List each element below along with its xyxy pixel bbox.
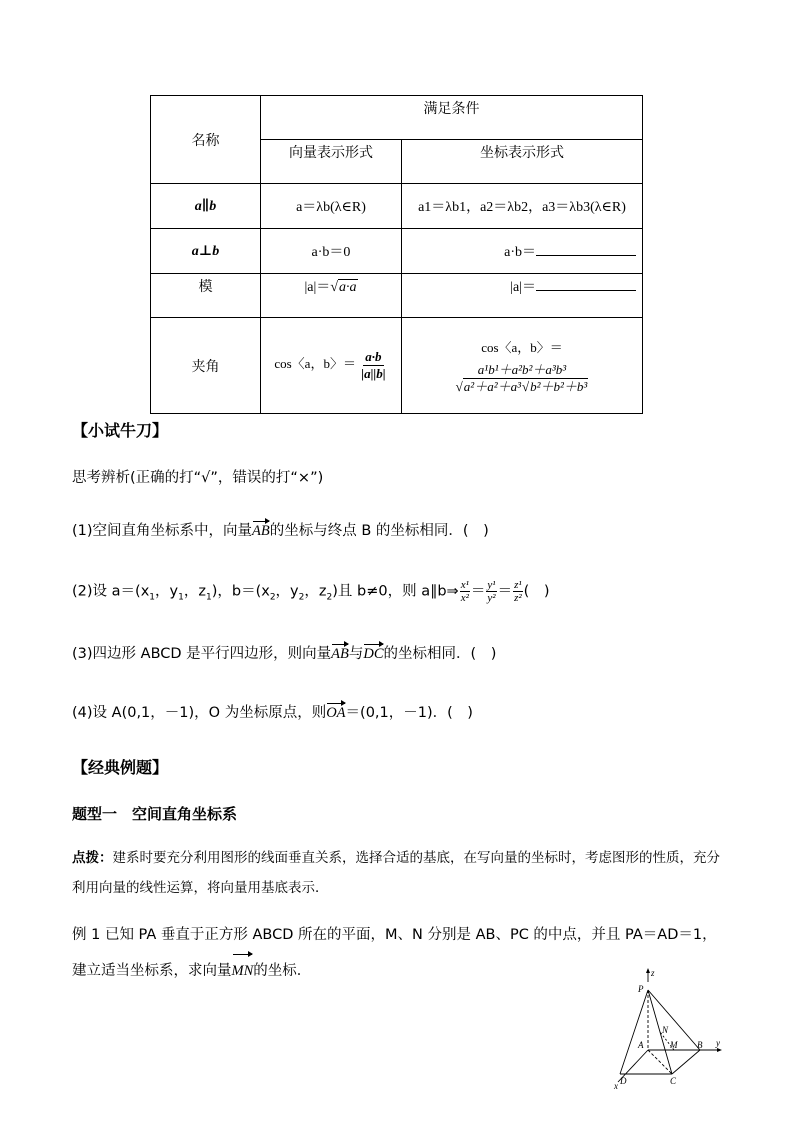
coordinate-fraction: $\frac{\text{a¹b¹＋a²b²＋a³b³}}{\text{√a²＋a²＋a³√b²＋b²＋b³}}$ bbox=[455, 361, 588, 394]
label-x: x bbox=[614, 1081, 618, 1090]
row-vector: |a|＝√a·a bbox=[261, 274, 402, 318]
question-4: (4)设 A(0,1，－1)，O 为坐标原点，则OA＝(0,1，－1)．( ) bbox=[72, 702, 473, 724]
answer-blank bbox=[536, 243, 636, 256]
tip-label: 点拨： bbox=[72, 850, 113, 866]
tip-paragraph bbox=[72, 843, 722, 903]
label-d: D bbox=[620, 1076, 627, 1086]
pyramid-figure bbox=[606, 968, 736, 1090]
vector-oa: OA bbox=[326, 702, 345, 724]
tip-text: 建系时要充分利用图形的线面垂直关系，选择合适的基底，在写向量的坐标时，考虑图形的性质，充分利用向量的线性运算，将向量用基底表示． bbox=[72, 850, 720, 896]
angle-fraction: $\frac{a\cdot b}{|a||b|}$ bbox=[361, 349, 386, 381]
instructions: 思考辨析(正确的打“√”，错误的打“×”) bbox=[72, 470, 324, 486]
row-coordinate: a1＝λb1，a2＝λb2，a3＝λb3(λ∈R) bbox=[402, 184, 643, 229]
label-a: A bbox=[638, 1040, 644, 1050]
row-vector bbox=[261, 318, 402, 414]
coord-text: a·b＝ bbox=[504, 245, 536, 260]
modulus-label: |a|＝ bbox=[304, 280, 331, 295]
question-2: (2)设 $a=(x_1$，$y_1$，$z_1$)，$b=(x_2$，$y_2$，$z_2$)且 b≠0，则 a∥b⇒ $\frac{\text{x¹}}{\text{x²}}$ ＝ $\frac{\text{y¹}}{\text{y²}}$ ＝ $\frac{\text{z¹}}{\text{z²}}$ ( ) bbox=[72, 579, 550, 605]
vector-ab: AB bbox=[252, 520, 270, 542]
label-p: P bbox=[638, 984, 644, 994]
row-name: a∥b bbox=[151, 184, 261, 229]
vector-ab: AB bbox=[331, 643, 349, 665]
table-row bbox=[151, 318, 643, 414]
row-coordinate bbox=[402, 274, 643, 318]
table-row bbox=[151, 229, 643, 274]
example-1: 例 1 已知 PA 垂直于正方形 ABCD 所在的平面，M、N 分别是 AB、PC 的中点，并且 PA＝AD＝1，建立适当坐标系，求向量MN的坐标． bbox=[72, 917, 726, 989]
cos-prefix: cos〈a，b〉＝ bbox=[481, 339, 563, 355]
header-name: 名称 bbox=[151, 96, 261, 184]
row-coordinate bbox=[402, 229, 643, 274]
cos-prefix: cos〈a，b〉＝ bbox=[274, 356, 356, 372]
problem-type-title: 题型一 空间直角坐标系 bbox=[72, 805, 238, 823]
row-coordinate bbox=[402, 318, 643, 414]
vector-dc: DC bbox=[363, 643, 383, 665]
vector-mn: MN bbox=[232, 953, 254, 989]
label-z: z bbox=[651, 968, 655, 978]
row-name: 夹角 bbox=[151, 318, 261, 414]
fraction-y: $\frac{\text{y¹}}{\text{y²}}$ bbox=[487, 579, 496, 605]
row-vector: a·b＝0 bbox=[261, 229, 402, 274]
header-vector-form: 向量表示形式 bbox=[261, 140, 402, 184]
table-row bbox=[151, 184, 643, 229]
row-name: a⊥b bbox=[151, 229, 261, 274]
table-row bbox=[151, 274, 643, 318]
label-b: B bbox=[697, 1040, 703, 1050]
fraction-z: $\frac{\text{z¹}}{\text{z²}}$ bbox=[514, 579, 522, 605]
row-name: 模 bbox=[151, 274, 261, 318]
answer-blank bbox=[536, 278, 636, 291]
row-vector: a＝λb(λ∈R) bbox=[261, 184, 402, 229]
header-coordinate-form: 坐标表示形式 bbox=[402, 140, 643, 184]
conditions-table bbox=[150, 95, 643, 414]
section-title: 【经典例题】 bbox=[72, 758, 169, 777]
label-n: N bbox=[662, 1025, 669, 1035]
coord-text: |a|＝ bbox=[510, 280, 536, 295]
label-y: y bbox=[716, 1038, 720, 1048]
sqrt-content: a·a bbox=[339, 280, 357, 295]
label-c: C bbox=[670, 1076, 677, 1086]
question-1: (1)空间直角坐标系中，向量AB的坐标与终点 B 的坐标相同．( ) bbox=[72, 520, 489, 542]
section-title: 【小试牛刀】 bbox=[72, 421, 169, 440]
header-condition: 满足条件 bbox=[261, 96, 643, 140]
question-3: (3)四边形 ABCD 是平行四边形，则向量AB与DC的坐标相同．( ) bbox=[72, 643, 496, 665]
fraction-x: $\frac{\text{x¹}}{\text{x²}}$ bbox=[460, 579, 469, 605]
label-m: M bbox=[670, 1040, 678, 1050]
